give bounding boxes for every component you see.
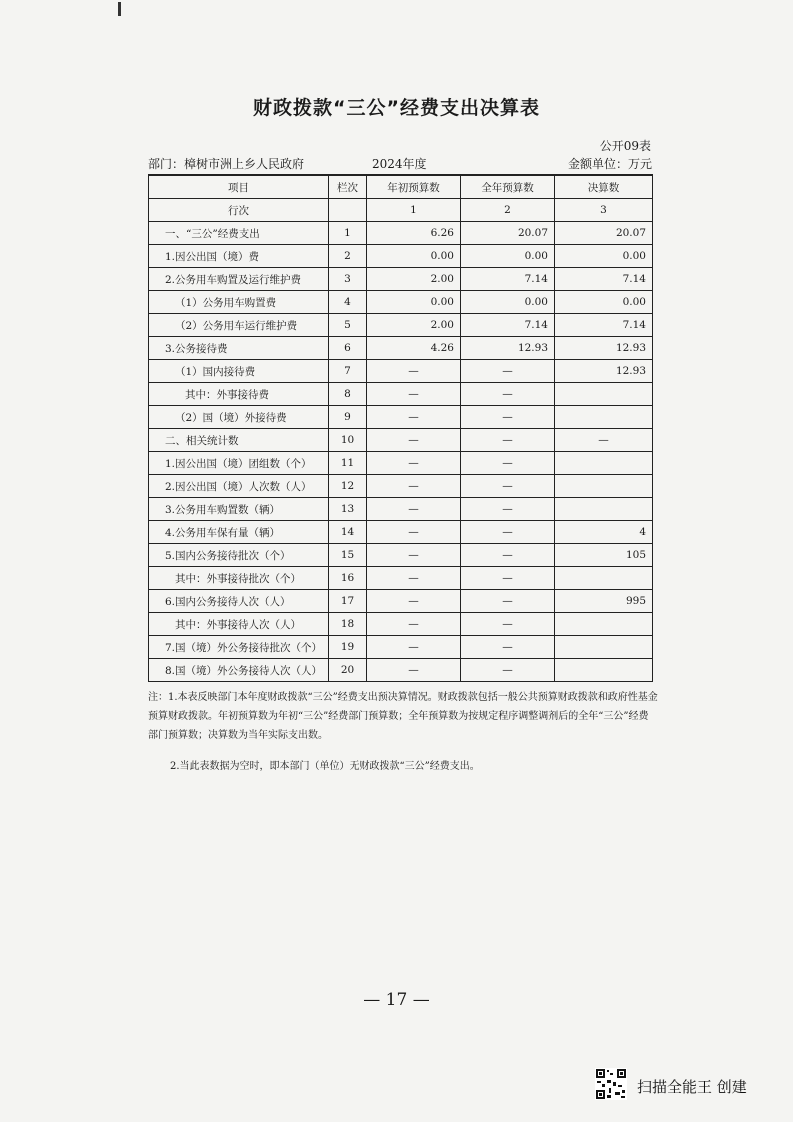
row-full-year-budget: — [461, 452, 555, 475]
row-item-label: 二、相关统计数 [149, 429, 329, 452]
row-line-number: 18 [329, 613, 367, 636]
qr-code-icon [595, 1068, 627, 1100]
row-full-year-budget: — [461, 613, 555, 636]
row-final-accounts [555, 613, 653, 636]
row-item-label: 3.公务接待费 [149, 337, 329, 360]
row-item-label: 2.公务用车购置及运行维护费 [149, 268, 329, 291]
row-line-number: 12 [329, 475, 367, 498]
scan-edge-mark [118, 2, 121, 16]
row-line-number: 20 [329, 659, 367, 682]
row-final-accounts: 7.14 [555, 268, 653, 291]
table-row [149, 636, 653, 659]
row-full-year-budget: — [461, 544, 555, 567]
row-initial-budget: — [367, 567, 461, 590]
row-item-label: 5.国内公务接待批次（个） [149, 544, 329, 567]
row-full-year-budget: — [461, 429, 555, 452]
row-item-label: 7.国（境）外公务接待批次（个） [149, 636, 329, 659]
row-line-number: 19 [329, 636, 367, 659]
row-line-number: 6 [329, 337, 367, 360]
row-item-label: （2）公务用车运行维护费 [149, 314, 329, 337]
header-final-accounts: 决算数 [555, 175, 653, 199]
row-full-year-budget: — [461, 406, 555, 429]
row-final-accounts: — [555, 429, 653, 452]
page-title: 财政拨款“三公”经费支出决算表 [253, 97, 540, 119]
row-final-accounts: 7.14 [555, 314, 653, 337]
row-line-number: 9 [329, 406, 367, 429]
row-full-year-budget: 0.00 [461, 291, 555, 314]
row-final-accounts: 995 [555, 590, 653, 613]
table-row [149, 406, 653, 429]
row-initial-budget: — [367, 360, 461, 383]
row-line-number: 15 [329, 544, 367, 567]
row-final-accounts: 12.93 [555, 337, 653, 360]
table-row [149, 337, 653, 360]
row-line-number: 7 [329, 360, 367, 383]
scanner-watermark [595, 1068, 793, 1108]
row-item-label: 6.国内公务接待人次（人） [149, 590, 329, 613]
table-row [149, 268, 653, 291]
row-full-year-budget: — [461, 498, 555, 521]
table-row [149, 567, 653, 590]
row-full-year-budget: — [461, 636, 555, 659]
expenditure-table [148, 174, 653, 682]
row-final-accounts [555, 567, 653, 590]
row-final-accounts [555, 383, 653, 406]
row-item-label: 1.因公出国（境）费 [149, 245, 329, 268]
meta-row [148, 155, 652, 171]
row-full-year-budget: — [461, 521, 555, 544]
row-final-accounts: 4 [555, 521, 653, 544]
row-initial-budget: 0.00 [367, 245, 461, 268]
row-item-label: 一、“三公”经费支出 [149, 222, 329, 245]
row-full-year-budget: — [461, 659, 555, 682]
table-row [149, 544, 653, 567]
table-row [149, 498, 653, 521]
row-initial-budget: — [367, 429, 461, 452]
row-line-number: 3 [329, 268, 367, 291]
row-initial-budget: 2.00 [367, 268, 461, 291]
table-row [149, 245, 653, 268]
row-full-year-budget: — [461, 360, 555, 383]
row-item-label: 1.因公出国（境）团组数（个） [149, 452, 329, 475]
row-initial-budget: — [367, 613, 461, 636]
unit-label: 金额单位：万元 [567, 157, 652, 171]
table-row [149, 590, 653, 613]
row-line-number: 11 [329, 452, 367, 475]
row-full-year-budget: 12.93 [461, 337, 555, 360]
form-number: 公开09表 [599, 139, 651, 153]
row-initial-budget: — [367, 659, 461, 682]
row-item-label: 2.因公出国（境）人次数（人） [149, 475, 329, 498]
row-line-number: 1 [329, 222, 367, 245]
row-full-year-budget: — [461, 383, 555, 406]
row-line-number: 13 [329, 498, 367, 521]
table-row [149, 314, 653, 337]
row-full-year-budget: 7.14 [461, 314, 555, 337]
row-full-year-budget: 0.00 [461, 245, 555, 268]
row-full-year-budget: — [461, 475, 555, 498]
header-initial-budget: 年初预算数 [367, 175, 461, 199]
header-item: 项目 [149, 175, 329, 199]
row-item-label: 其中：外事接待批次（个） [149, 567, 329, 590]
department-label: 部门：樟树市洲上乡人民政府 [148, 157, 305, 171]
table-row [149, 360, 653, 383]
row-initial-budget: — [367, 636, 461, 659]
row-final-accounts [555, 636, 653, 659]
row-item-label: 8.国（境）外公务接待人次（人） [149, 659, 329, 682]
table-row [149, 659, 653, 682]
year-label: 2024年度 [372, 157, 427, 171]
table-row [149, 521, 653, 544]
table-row [149, 475, 653, 498]
row-final-accounts: 0.00 [555, 245, 653, 268]
table-header-row [149, 175, 653, 199]
row-final-accounts: 105 [555, 544, 653, 567]
table-row [149, 383, 653, 406]
subheader-col3: 3 [555, 199, 653, 222]
row-initial-budget: 6.26 [367, 222, 461, 245]
row-final-accounts [555, 659, 653, 682]
row-initial-budget: — [367, 406, 461, 429]
subheader-col2: 2 [461, 199, 555, 222]
subheader-col1: 1 [367, 199, 461, 222]
row-full-year-budget: 7.14 [461, 268, 555, 291]
row-initial-budget: — [367, 383, 461, 406]
row-item-label: （1）公务用车购置费 [149, 291, 329, 314]
row-line-number: 10 [329, 429, 367, 452]
subheader-item: 行次 [149, 199, 329, 222]
row-item-label: 4.公务用车保有量（辆） [149, 521, 329, 544]
notes-block [148, 688, 658, 776]
header-line: 栏次 [329, 175, 367, 199]
row-initial-budget: 0.00 [367, 291, 461, 314]
row-initial-budget: 4.26 [367, 337, 461, 360]
row-initial-budget: — [367, 475, 461, 498]
row-initial-budget: — [367, 544, 461, 567]
row-line-number: 16 [329, 567, 367, 590]
row-final-accounts [555, 406, 653, 429]
table-subheader-row [149, 199, 653, 222]
row-final-accounts: 12.93 [555, 360, 653, 383]
row-final-accounts [555, 498, 653, 521]
row-item-label: 其中：外事接待费 [149, 383, 329, 406]
row-item-label: （1）国内接待费 [149, 360, 329, 383]
row-line-number: 4 [329, 291, 367, 314]
row-final-accounts [555, 475, 653, 498]
row-line-number: 8 [329, 383, 367, 406]
note-1: 注：1.本表反映部门本年度财政拨款“三公”经费支出预决算情况。财政拨款包括一般公共预算财政拨款和政府性基金预算财政拨款。年初预算数为年初“三公”经费部门预算数；全年预算数为按规定程序调整调剂后的全年“三公”经费部门预算数；决算数为当年实际支出数。 [148, 692, 658, 741]
scanner-watermark-text: 扫描全能王 创建 [637, 1078, 747, 1096]
header-full-year-budget: 全年预算数 [461, 175, 555, 199]
table-row [149, 613, 653, 636]
note-2: 2.当此表数据为空时，即本部门（单位）无财政拨款“三公”经费支出。 [170, 761, 480, 772]
row-initial-budget: — [367, 498, 461, 521]
row-full-year-budget: — [461, 567, 555, 590]
row-line-number: 17 [329, 590, 367, 613]
row-final-accounts [555, 452, 653, 475]
row-line-number: 5 [329, 314, 367, 337]
row-initial-budget: 2.00 [367, 314, 461, 337]
row-initial-budget: — [367, 452, 461, 475]
row-full-year-budget: 20.07 [461, 222, 555, 245]
row-final-accounts: 20.07 [555, 222, 653, 245]
row-line-number: 2 [329, 245, 367, 268]
row-final-accounts: 0.00 [555, 291, 653, 314]
subheader-line [329, 199, 367, 222]
row-item-label: 3.公务用车购置数（辆） [149, 498, 329, 521]
table-row [149, 429, 653, 452]
page-number: — 17 — [363, 990, 430, 1010]
row-full-year-budget: — [461, 590, 555, 613]
table-row [149, 291, 653, 314]
row-initial-budget: — [367, 590, 461, 613]
row-initial-budget: — [367, 521, 461, 544]
row-item-label: （2）国（境）外接待费 [149, 406, 329, 429]
row-item-label: 其中：外事接待人次（人） [149, 613, 329, 636]
table-row [149, 222, 653, 245]
row-line-number: 14 [329, 521, 367, 544]
table-row [149, 452, 653, 475]
